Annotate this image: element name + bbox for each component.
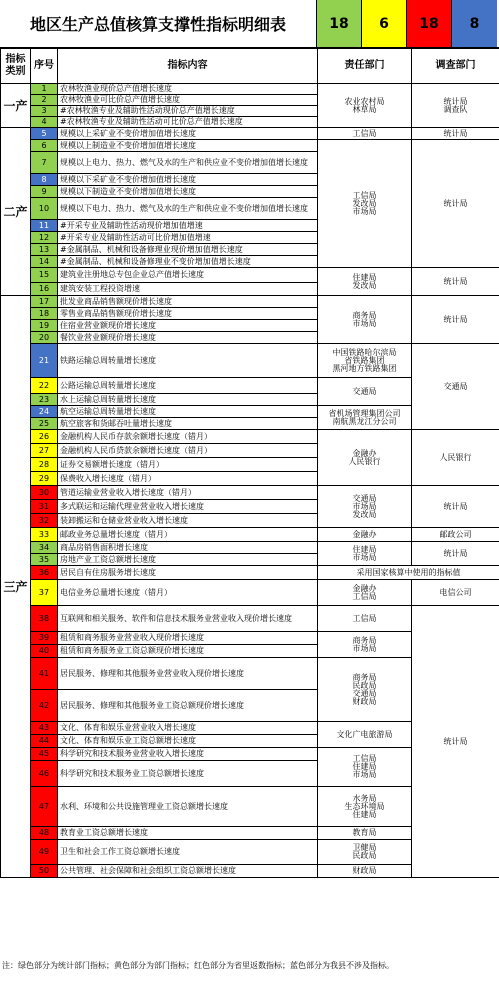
indicator-content: 房地产业工资总额增长速度	[58, 554, 318, 566]
indicator-content: 金融机构人民币存款余额增长速度（错月）	[58, 430, 318, 444]
indicator-content: 公路运输总周转量增长速度	[58, 378, 318, 394]
indicator-content: 租赁和商务服务业营业收入现价增长速度	[58, 632, 318, 645]
indicator-content: 互联网和相关服务、软件和信息技术服务业营业收入现价增长速度	[58, 606, 318, 632]
indicator-content: 公共管理、社会保障和社会组织工资总额增长速度	[58, 865, 318, 878]
table-row	[1, 580, 499, 606]
responsible-dept: 金融办	[318, 528, 412, 542]
responsible-dept: 商务局 民政局 交通局 财政局	[318, 658, 412, 722]
survey-dept: 统计局	[412, 140, 499, 268]
row-number: 24	[31, 406, 58, 418]
row-number: 37	[31, 580, 58, 606]
row-number: 50	[31, 865, 58, 878]
survey-dept: 统计局	[412, 542, 499, 566]
indicator-table	[0, 48, 499, 878]
indicator-content: 文化、体育和娱乐业工资总额增长速度	[58, 735, 318, 748]
category-cell: 二产	[1, 128, 31, 296]
row-number: 6	[31, 140, 58, 152]
column-header-category: 指标类别	[1, 49, 31, 84]
row-number: 40	[31, 645, 58, 658]
row-number: 48	[31, 827, 58, 840]
responsible-dept: 工信局	[318, 606, 412, 632]
row-number: 25	[31, 418, 58, 430]
responsible-dept: 交通局	[318, 378, 412, 406]
indicator-content: 电信业务总量增长速度（错月）	[58, 580, 318, 606]
row-number: 20	[31, 332, 58, 344]
indicator-content: 文化、体育和娱乐业营业收入增长速度	[58, 722, 318, 735]
indicator-content: 规模以下制造业不变价增加值增长速度	[58, 186, 318, 198]
table-row	[1, 140, 499, 152]
row-number: 17	[31, 296, 58, 308]
indicator-content: 规模以下采矿业不变价增加值增长速度	[58, 174, 318, 186]
responsible-dept: 工信局 住建局 市场局	[318, 748, 412, 787]
row-number: 45	[31, 748, 58, 761]
row-number: 44	[31, 735, 58, 748]
indicator-content: #开采专业及辅助性活动现价增加值增速	[58, 220, 318, 232]
row-number: 16	[31, 283, 58, 296]
row-number: 36	[31, 566, 58, 580]
indicator-content: #农林牧渔专业及辅助性活动现价总产值增长速度	[58, 106, 318, 117]
indicator-content: 规模以下电力、热力、燃气及水的生产和供应业不变价增加值增长速度	[58, 198, 318, 220]
survey-dept: 统计局	[412, 268, 499, 296]
indicator-content: 管道运输业营业收入增长速度（错月）	[58, 486, 318, 500]
row-number: 7	[31, 152, 58, 174]
row-number: 3	[31, 106, 58, 117]
row-number: 23	[31, 394, 58, 406]
table-row	[1, 606, 499, 632]
table-row	[1, 84, 499, 95]
table-row	[1, 528, 499, 542]
row-number: 32	[31, 514, 58, 528]
responsible-dept: 卫健局 民政局	[318, 840, 412, 865]
row-number: 14	[31, 256, 58, 268]
indicator-content: 建筑业注册地总专包企业总产值增长速度	[58, 268, 318, 283]
indicator-content: 金融机构人民币贷款余额增长速度（错月）	[58, 444, 318, 458]
row-number: 42	[31, 690, 58, 722]
indicator-content: 装卸搬运和仓储业营业收入增长速度	[58, 514, 318, 528]
responsible-dept: 农业农村局 林草局	[318, 84, 412, 128]
footnote: 注：绿色部分为统计部门指标；黄色部分为部门指标；红色部分为省里返数指标；蓝色部分为我县不涉及指标。	[2, 961, 394, 970]
green-count-badge: 18	[317, 0, 362, 47]
indicator-content: 批发业商品销售额现价增长速度	[58, 296, 318, 308]
indicator-content: 居民服务、修理和其他服务业工资总额现价增长速度	[58, 690, 318, 722]
column-header-content: 指标内容	[58, 49, 318, 84]
indicator-content: 科学研究和技术服务业营业收入增长速度	[58, 748, 318, 761]
row-number: 13	[31, 244, 58, 256]
row-number: 30	[31, 486, 58, 500]
row-number: 33	[31, 528, 58, 542]
row-number: 10	[31, 198, 58, 220]
survey-dept: 人民银行	[412, 430, 499, 486]
row-number: 2	[31, 95, 58, 106]
row-number: 15	[31, 268, 58, 283]
row-number: 38	[31, 606, 58, 632]
indicator-content: 租赁和商务服务业工资总额现价增长速度	[58, 645, 318, 658]
row-number: 39	[31, 632, 58, 645]
indicator-content: 规模以上电力、热力、燃气及水的生产和供应业不变价增加值增长速度	[58, 152, 318, 174]
survey-dept: 统计局	[412, 606, 499, 878]
row-number: 22	[31, 378, 58, 394]
row-number: 43	[31, 722, 58, 735]
row-number: 41	[31, 658, 58, 690]
indicator-content: 农林牧渔业现价总产值增长速度	[58, 84, 318, 95]
indicator-content: #开采专业及辅助性活动可比价增加值增速	[58, 232, 318, 244]
indicator-content: 规模以上采矿业不变价增加值增长速度	[58, 128, 318, 140]
row-number: 18	[31, 308, 58, 320]
row-number: 8	[31, 174, 58, 186]
indicator-content: 多式联运和运输代理业营业收入增长速度	[58, 500, 318, 514]
responsible-dept: 住建局 发改局	[318, 268, 412, 296]
responsible-dept: 财政局	[318, 865, 412, 878]
table-header-row	[1, 49, 499, 84]
row-number: 49	[31, 840, 58, 865]
responsible-dept: 省机场管理集团公司 南航黑龙江分公司	[318, 406, 412, 430]
indicator-content: 水上运输总周转量增长速度	[58, 394, 318, 406]
table-body	[1, 84, 499, 878]
row-number: 12	[31, 232, 58, 244]
responsible-dept: 采用国家核算中使用的指标值	[318, 566, 499, 580]
indicator-content: 规模以上制造业不变价增加值增长速度	[58, 140, 318, 152]
column-header-dept: 责任部门	[318, 49, 412, 84]
row-number: 9	[31, 186, 58, 198]
blue-count-badge: 8	[452, 0, 497, 47]
row-number: 1	[31, 84, 58, 95]
indicator-content: 居民自有住房服务增长速度	[58, 566, 318, 580]
indicator-content: 建筑安装工程投资增速	[58, 283, 318, 296]
indicator-content: 邮政业务总量增长速度（错月）	[58, 528, 318, 542]
indicator-content: 居民服务、修理和其他服务业营业收入现价增长速度	[58, 658, 318, 690]
row-number: 34	[31, 542, 58, 554]
indicator-content: #金属制品、机械和设备修理业不变价增加值增长速度	[58, 256, 318, 268]
indicator-content: 科学研究和技术服务业工资总额增长速度	[58, 761, 318, 787]
row-number: 46	[31, 761, 58, 787]
indicator-content: #农林牧渔专业及辅助性活动可比价总产值增长速度	[58, 117, 318, 128]
survey-dept: 交通局	[412, 344, 499, 430]
row-number: 21	[31, 344, 58, 378]
row-number: 35	[31, 554, 58, 566]
indicator-content: 住宿业营业额现价增长速度	[58, 320, 318, 332]
row-number: 11	[31, 220, 58, 232]
indicator-content: #金属制品、机械和设备修理业现价增加值增长速度	[58, 244, 318, 256]
responsible-dept: 金融办 人民银行	[318, 430, 412, 486]
row-number: 4	[31, 117, 58, 128]
survey-dept: 统计局	[412, 128, 499, 140]
column-header-number: 序号	[31, 49, 58, 84]
row-number: 26	[31, 430, 58, 444]
page-title: 地区生产总值核算支撑性指标明细表	[0, 0, 317, 47]
responsible-dept: 商务局 市场局	[318, 296, 412, 344]
indicator-content: 水利、环境和公共设施管理业工资总额增长速度	[58, 787, 318, 827]
row-number: 19	[31, 320, 58, 332]
indicator-content: 航空运输总周转量增长速度	[58, 406, 318, 418]
indicator-content: 证券交易额增长速度（错月）	[58, 458, 318, 472]
responsible-dept: 工信局	[318, 128, 412, 140]
responsible-dept: 商务局 市场局	[318, 632, 412, 658]
indicator-content: 保费收入增长速度（错月）	[58, 472, 318, 486]
responsible-dept: 金融办 工信局	[318, 580, 412, 606]
survey-dept: 统计局	[412, 296, 499, 344]
responsible-dept: 中国铁路哈尔滨局 省铁路集团 黑河地方铁路集团	[318, 344, 412, 378]
responsible-dept: 水务局 生态环境局 住建局	[318, 787, 412, 827]
yellow-count-badge: 6	[362, 0, 407, 47]
table-row	[1, 542, 499, 554]
red-count-badge: 18	[407, 0, 452, 47]
table-row	[1, 486, 499, 500]
row-number: 29	[31, 472, 58, 486]
column-header-survey: 调查部门	[412, 49, 499, 84]
survey-dept: 邮政公司	[412, 528, 499, 542]
responsible-dept: 工信局 发改局 市场局	[318, 140, 412, 268]
indicator-content: 航空旅客和货邮吞吐量增长速度	[58, 418, 318, 430]
indicator-content: 餐饮业营业额现价增长速度	[58, 332, 318, 344]
table-row	[1, 268, 499, 283]
category-cell: 三产	[1, 296, 31, 878]
survey-dept: 电信公司	[412, 580, 499, 606]
indicator-content: 卫生和社会工作工资总额增长速度	[58, 840, 318, 865]
responsible-dept: 教育局	[318, 827, 412, 840]
indicator-content: 零售业商品销售额现价增长速度	[58, 308, 318, 320]
row-number: 47	[31, 787, 58, 827]
indicator-content: 商品房销售面积增长速度	[58, 542, 318, 554]
category-cell: 一产	[1, 84, 31, 128]
table-row	[1, 296, 499, 308]
table-row	[1, 566, 499, 580]
indicator-content: 铁路运输总周转量增长速度	[58, 344, 318, 378]
row-number: 28	[31, 458, 58, 472]
table-row	[1, 344, 499, 378]
survey-dept: 统计局	[412, 486, 499, 528]
indicator-content: 教育业工资总额增长速度	[58, 827, 318, 840]
indicator-content: 农林牧渔业可比价总产值增长速度	[58, 95, 318, 106]
responsible-dept: 交通局 市场局 发改局	[318, 486, 412, 528]
responsible-dept: 文化广电旅游局	[318, 722, 412, 748]
row-number: 27	[31, 444, 58, 458]
table-row	[1, 128, 499, 140]
row-number: 5	[31, 128, 58, 140]
survey-dept: 统计局 调查队	[412, 84, 499, 128]
responsible-dept: 住建局 市场局	[318, 542, 412, 566]
header	[0, 0, 499, 48]
row-number: 31	[31, 500, 58, 514]
table-row	[1, 430, 499, 444]
